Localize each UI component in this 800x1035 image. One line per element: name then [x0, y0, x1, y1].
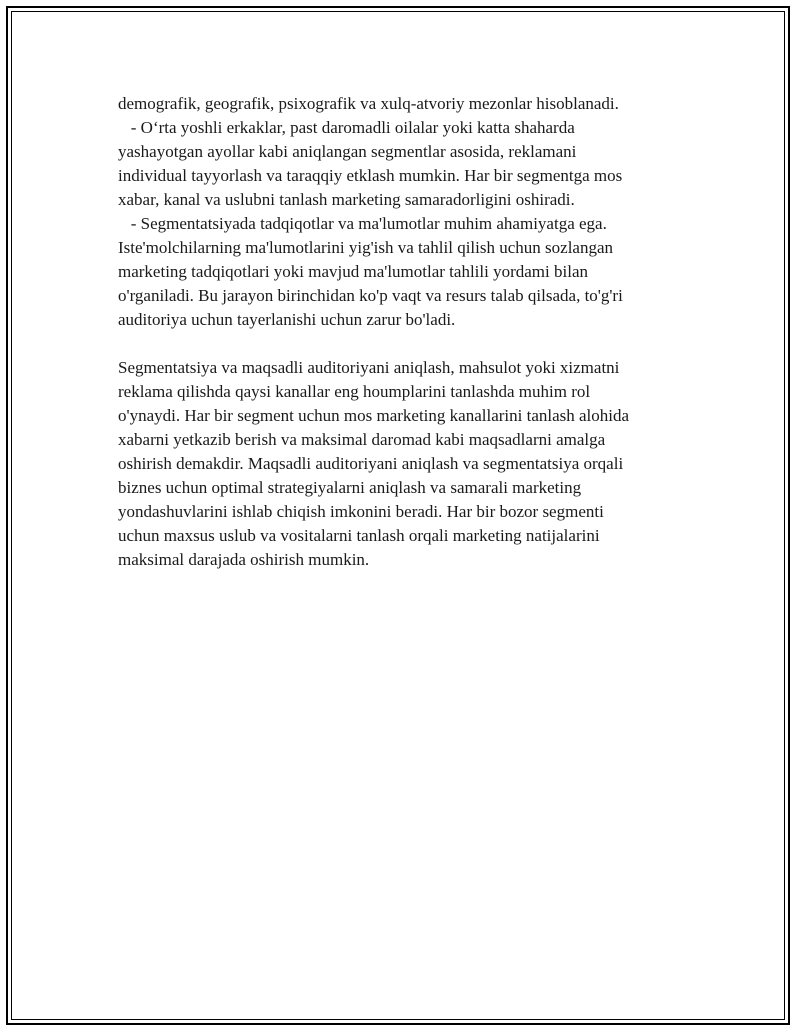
paragraph-block-1	[118, 92, 678, 332]
text-line: yondashuvlarini ishlab chiqish imkonini beradi. Har bir bozor segmenti	[118, 502, 604, 521]
text-line: - O‘rta yoshli erkaklar, past daromadli oilalar yoki katta shaharda	[118, 118, 575, 137]
text-line: individual tayyorlash va taraqqiy etklash mumkin. Har bir segmentga mos	[118, 166, 623, 185]
text-line: - Segmentatsiyada tadqiqotlar va ma'lumotlar muhim ahamiyatga ega.	[118, 214, 607, 233]
document-body	[118, 92, 678, 572]
text-line: o'ynaydi. Har bir segment uchun mos marketing kanallarini tanlash alohida	[118, 406, 630, 425]
text-line: auditoriya uchun tayerlanishi uchun zarur bo'ladi.	[118, 310, 456, 329]
text-line: o'rganiladi. Bu jarayon birinchidan ko'p vaqt va resurs talab qilsada, to'g'ri	[118, 286, 623, 305]
text-line: demografik, geografik, psixografik va xulq-atvoriy mezonlar hisoblanadi.	[118, 94, 619, 113]
text-line: reklama qilishda qaysi kanallar eng houmplarini tanlashda muhim rol	[118, 382, 591, 401]
text-line: uchun maxsus uslub va vositalarni tanlash orqali marketing natijalarini	[118, 526, 600, 545]
text-line: maksimal darajada oshirish mumkin.	[118, 550, 370, 569]
text-line: xabar, kanal va uslubni tanlash marketing samaradorligini oshiradi.	[118, 190, 575, 209]
text-line: Segmentatsiya va maqsadli auditoriyani aniqlash, mahsulot yoki xizmatni	[118, 358, 620, 377]
text-line: biznes uchun optimal strategiyalarni aniqlash va samarali marketing	[118, 478, 582, 497]
text-line: oshirish demakdir. Maqsadli auditoriyani aniqlash va segmentatsiya orqali	[118, 454, 624, 473]
text-line: xabarni yetkazib berish va maksimal daromad kabi maqsadlarni amalga	[118, 430, 606, 449]
paragraph-block-2	[118, 356, 678, 572]
paragraph-gap	[118, 332, 678, 356]
text-line: Iste'molchilarning ma'lumotlarini yig'ish va tahlil qilish uchun sozlangan	[118, 238, 614, 257]
text-line: yashayotgan ayollar kabi aniqlangan segmentlar asosida, reklamani	[118, 142, 577, 161]
text-line: marketing tadqiqotlari yoki mavjud ma'lumotlar tahlili yordami bilan	[118, 262, 588, 281]
